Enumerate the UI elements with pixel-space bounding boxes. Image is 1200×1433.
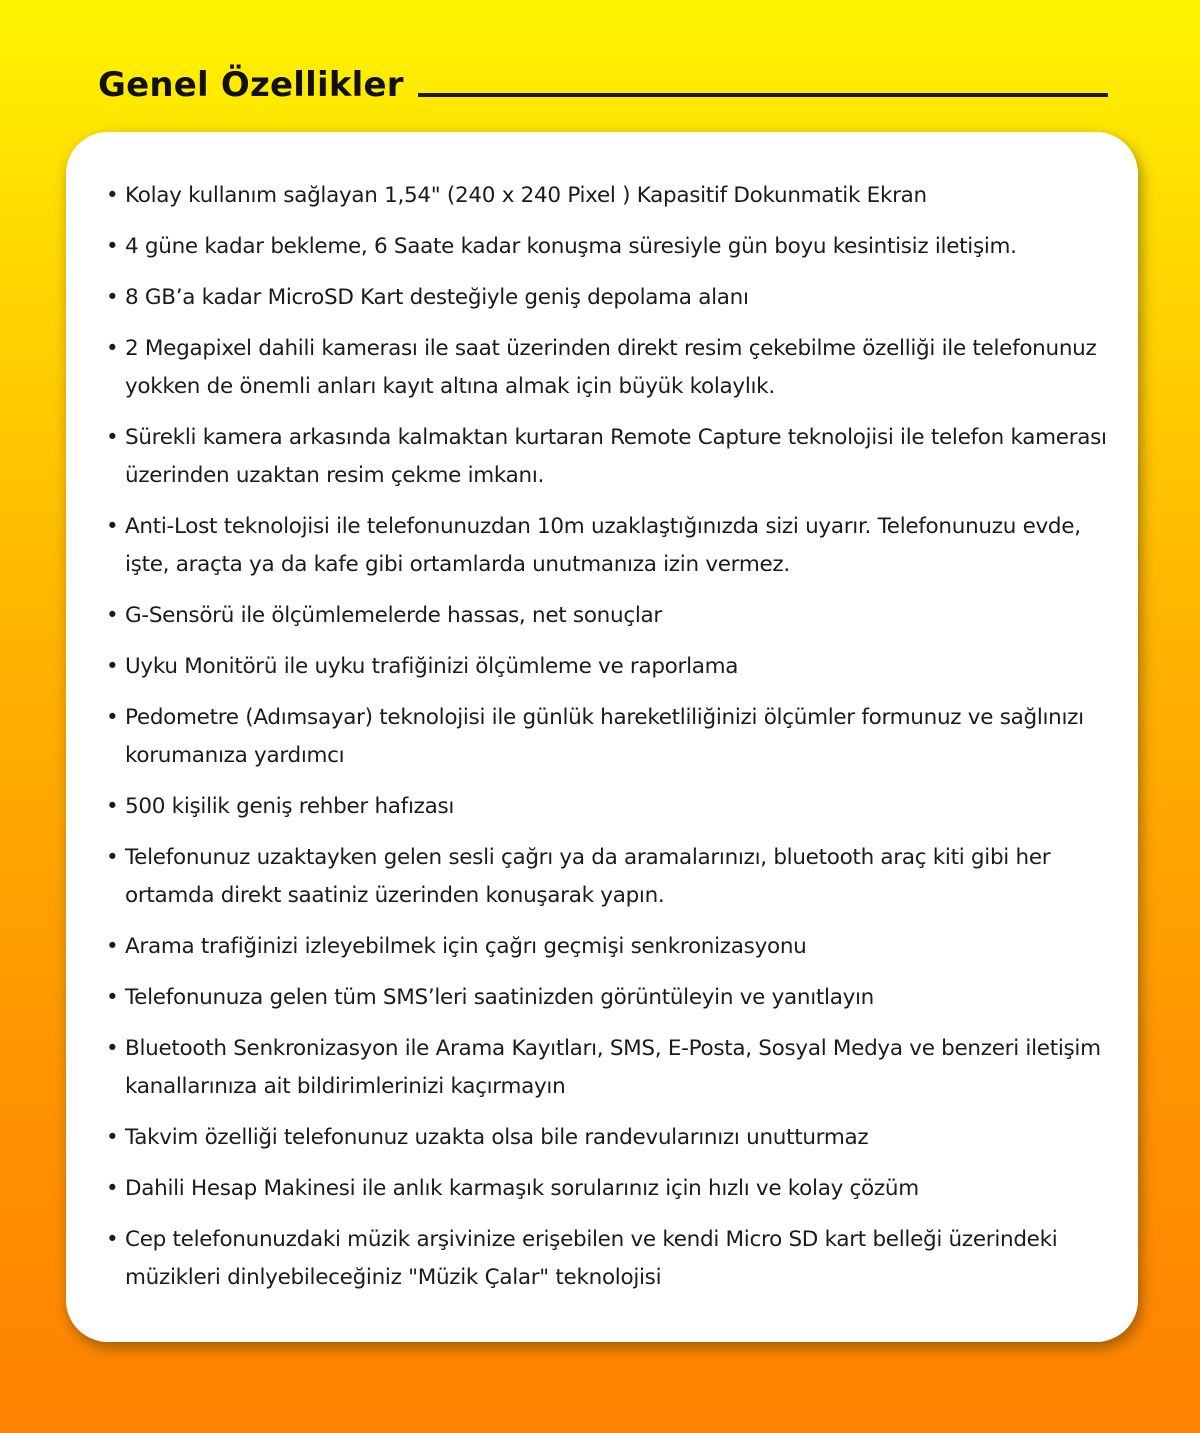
bullet-icon: • [106, 1227, 119, 1252]
feature-text: 500 kişilik geniş rehber hafızası [125, 794, 455, 819]
bullet-icon: • [106, 285, 119, 310]
bullet-icon: • [106, 934, 119, 959]
bullet-icon: • [106, 603, 119, 628]
feature-text: Pedometre (Adımsayar) teknolojisi ile günlük hareketliliğinizi ölçümler formunuz ve sağlınızı korumanıza yardımcı [125, 705, 1084, 768]
section-header [98, 62, 1108, 112]
feature-text: Arama trafiğinizi izleyebilmek için çağrı geçmişi senkronizasyonu [125, 934, 807, 959]
bullet-icon: • [106, 794, 119, 819]
page-title: Genel Özellikler [98, 65, 404, 105]
feature-text: Takvim özelliği telefonunuz uzakta olsa bile randevularınızı unutturmaz [125, 1125, 869, 1150]
feature-item [106, 1030, 1116, 1106]
bullet-icon: • [106, 425, 119, 450]
feature-item [106, 979, 1116, 1017]
feature-text: 4 güne kadar bekleme, 6 Saate kadar konuşma süresiyle gün boyu kesintisiz iletişim. [125, 234, 1017, 259]
feature-text: Bluetooth Senkronizasyon ile Arama Kayıtları, SMS, E-Posta, Sosyal Medya ve benzeri iletişim kanallarınıza ait bildirimlerinizi kaçırmayın [125, 1036, 1101, 1099]
feature-item [106, 788, 1116, 826]
feature-item [106, 839, 1116, 915]
feature-text: Sürekli kamera arkasında kalmaktan kurtaran Remote Capture teknolojisi ile telefon kamerası üzerinden uzaktan resim çekme imkanı. [125, 425, 1107, 488]
feature-text: Anti-Lost teknolojisi ile telefonunuzdan 10m uzaklaştığınızda sizi uyarır. Telefonunuzu evde, işte, araçta ya da kafe gibi ortamlarda unutmanıza izin vermez. [125, 514, 1081, 577]
feature-item [106, 330, 1116, 406]
bullet-icon: • [106, 1125, 119, 1150]
feature-text: Cep telefonunuzdaki müzik arşivinize erişebilen ve kendi Micro SD kart belleği üzerindeki müzikleri dinlyebileceğiniz "Müzik Çalar" teknolojisi [125, 1227, 1058, 1290]
features-list [106, 177, 1116, 1310]
bullet-icon: • [106, 1176, 119, 1201]
feature-text: G-Sensörü ile ölçümlemelerde hassas, net sonuçlar [125, 603, 662, 628]
feature-text: Telefonunuz uzaktayken gelen sesli çağrı ya da aramalarınızı, bluetooth araç kiti gibi her ortamda direkt saatiniz üzerinden konuşarak yapın. [125, 845, 1051, 908]
bullet-icon: • [106, 514, 119, 539]
bullet-icon: • [106, 1036, 119, 1061]
feature-text: 2 Megapixel dahili kamerası ile saat üzerinden direkt resim çekebilme özelliği ile telefonunuz yokken de önemli anları kayıt altına almak için büyük kolaylık. [125, 336, 1097, 399]
title-divider [418, 93, 1108, 97]
feature-item [106, 508, 1116, 584]
feature-text: Dahili Hesap Makinesi ile anlık karmaşık sorularınız için hızlı ve kolay çözüm [125, 1176, 919, 1201]
feature-item [106, 1119, 1116, 1157]
bullet-icon: • [106, 654, 119, 679]
feature-item [106, 699, 1116, 775]
feature-item [106, 1170, 1116, 1208]
feature-item [106, 648, 1116, 686]
bullet-icon: • [106, 845, 119, 870]
feature-item [106, 1221, 1116, 1297]
bullet-icon: • [106, 234, 119, 259]
bullet-icon: • [106, 985, 119, 1010]
feature-item [106, 177, 1116, 215]
feature-text: Telefonunuza gelen tüm SMS’leri saatinizden görüntüleyin ve yanıtlayın [125, 985, 875, 1010]
bullet-icon: • [106, 705, 119, 730]
feature-text: 8 GB’a kadar MicroSD Kart desteğiyle geniş depolama alanı [125, 285, 749, 310]
feature-item [106, 279, 1116, 317]
feature-text: Uyku Monitörü ile uyku trafiğinizi ölçümleme ve raporlama [125, 654, 739, 679]
bullet-icon: • [106, 336, 119, 361]
feature-item [106, 597, 1116, 635]
feature-item [106, 928, 1116, 966]
bullet-icon: • [106, 183, 119, 208]
feature-item [106, 228, 1116, 266]
features-card [66, 132, 1138, 1342]
feature-item [106, 419, 1116, 495]
feature-text: Kolay kullanım sağlayan 1,54" (240 x 240 Pixel ) Kapasitif Dokunmatik Ekran [125, 183, 927, 208]
